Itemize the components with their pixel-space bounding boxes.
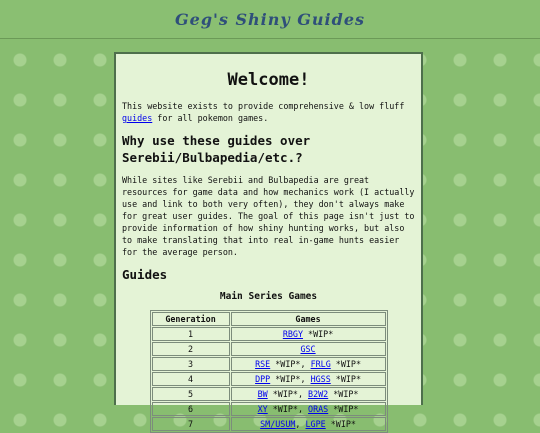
game-status-note: *WIP*,: [270, 374, 311, 384]
intro-paragraph: [122, 100, 415, 124]
game-status-note: *WIP*: [328, 389, 359, 399]
table-row: [152, 327, 386, 341]
table-header-row: [152, 312, 386, 326]
generation-cell: 4: [152, 372, 230, 386]
game-guide-link[interactable]: B2W2: [308, 389, 329, 399]
game-guide-link[interactable]: HGSS: [310, 374, 331, 384]
main-series-table: [150, 310, 388, 433]
guides-heading: Guides: [122, 267, 168, 282]
game-status-note: *WIP*,: [267, 404, 309, 414]
why-heading: Why use these guides over Serebii/Bulbapedia/etc.?: [122, 133, 311, 165]
games-cell: [231, 372, 386, 386]
generation-cell: 1: [152, 327, 230, 341]
main-series-title: Main Series Games: [219, 291, 318, 302]
table-row: [152, 387, 386, 401]
game-status-note: *WIP*: [330, 359, 361, 369]
table-row: [152, 417, 386, 431]
game-guide-link[interactable]: FRLG: [310, 359, 331, 369]
game-status-note: *WIP*,: [267, 389, 309, 399]
games-cell: [231, 402, 386, 416]
site-title: Geg's Shiny Guides: [174, 9, 366, 29]
main-content-panel: [114, 52, 423, 429]
table-body: [152, 327, 386, 431]
intro-text-end: for all pokemon games.: [152, 113, 269, 123]
game-guide-link[interactable]: SM/USUM: [260, 419, 296, 429]
game-status-note: *WIP*,: [270, 359, 311, 369]
guides-link[interactable]: guides: [122, 113, 153, 123]
table-row: [152, 342, 386, 356]
welcome-title: Welcome!: [227, 70, 310, 90]
games-cell: [231, 387, 386, 401]
game-guide-link[interactable]: ORAS: [308, 404, 329, 414]
game-status-note: *WIP*: [325, 419, 356, 429]
games-cell: [231, 342, 386, 356]
game-status-note: *WIP*: [302, 329, 334, 339]
column-header-generation: Generation: [152, 312, 230, 326]
table-row: [152, 357, 386, 371]
game-guide-link[interactable]: XY: [257, 404, 268, 414]
game-guide-link[interactable]: GSC: [300, 344, 316, 354]
generation-cell: 6: [152, 402, 230, 416]
game-guide-link[interactable]: DPP: [255, 374, 271, 384]
game-guide-link[interactable]: RBGY: [282, 329, 303, 339]
game-guide-link[interactable]: LGPE: [305, 419, 326, 429]
games-cell: [231, 417, 386, 431]
intro-text-start: This website exists to provide comprehensive & low fluff: [122, 101, 405, 111]
column-header-games: Games: [231, 312, 386, 326]
games-cell: [231, 327, 386, 341]
generation-cell: 5: [152, 387, 230, 401]
generation-cell: 3: [152, 357, 230, 371]
why-paragraph: While sites like Serebii and Bulbapedia are great resources for game data and how mechanics work (I actually use and link to both very often), they don't always make for great user guides. The goal of this page isn't just to provide information of how shiny hunting works, but also to make translating that into real in-game hunts easier for the average person.: [122, 175, 415, 257]
table-row: [152, 372, 386, 386]
games-cell: [231, 357, 386, 371]
generation-cell: 7: [152, 417, 230, 431]
game-status-note: ,: [295, 419, 306, 429]
table-row: [152, 402, 386, 416]
game-status-note: *WIP*: [328, 404, 359, 414]
game-guide-link[interactable]: RSE: [255, 359, 271, 369]
generation-cell: 2: [152, 342, 230, 356]
game-guide-link[interactable]: BW: [257, 389, 268, 399]
site-header: [0, 0, 540, 39]
game-status-note: *WIP*: [330, 374, 361, 384]
